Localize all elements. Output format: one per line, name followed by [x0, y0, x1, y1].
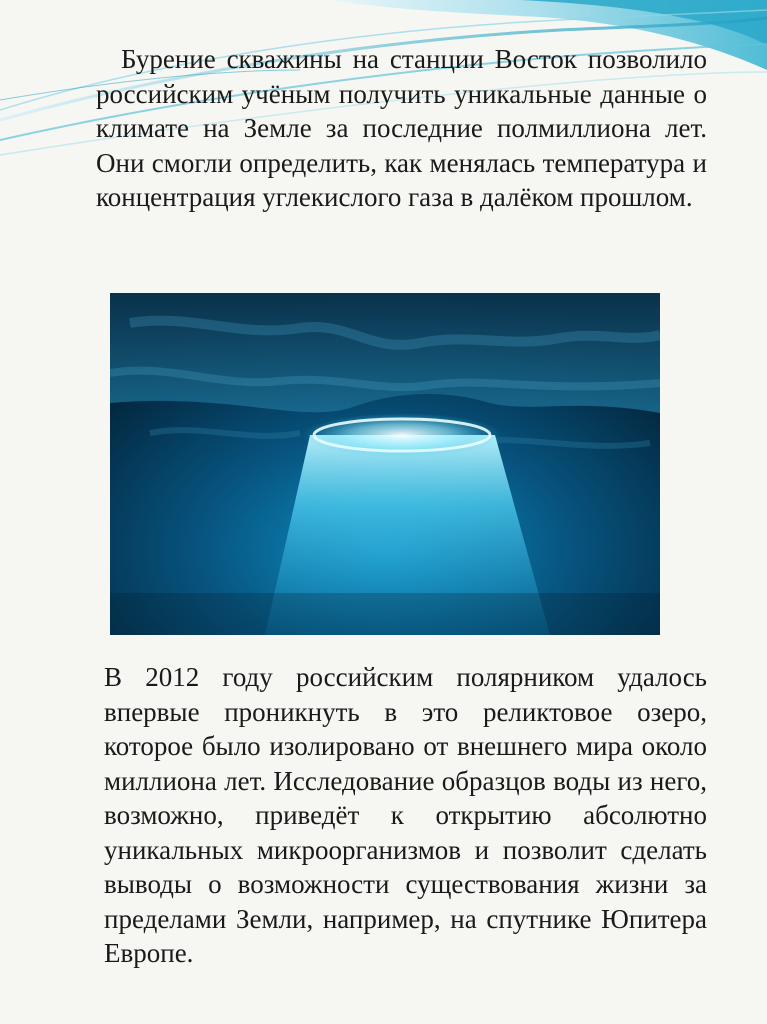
paragraph-relict-lake: В 2012 году российским полярником удалось впервые проникнуть в это реликтовое озеро, которое было изолировано от внешнего мира около миллиона лет. Исследование образцов воды из него, возможно, приведёт к открытию абсолютно уникальных микроорганизмов и позволит сделать выводы о возможности существования жизни за пределами Земли, например, на спутнике Юпитера Европе. — [104, 662, 707, 968]
under-ice-light-beam-image — [110, 293, 660, 635]
under-ice-lake-photo — [110, 293, 660, 635]
paragraph-vostok-drilling: Бурение скважины на станции Восток позволило российским учёным получить уникальные данные о климате на Земле за последние полмиллиона лет. Они смогли определить, как менялась температура и концентрация углекислого газа в далёком прошлом. — [96, 44, 707, 212]
